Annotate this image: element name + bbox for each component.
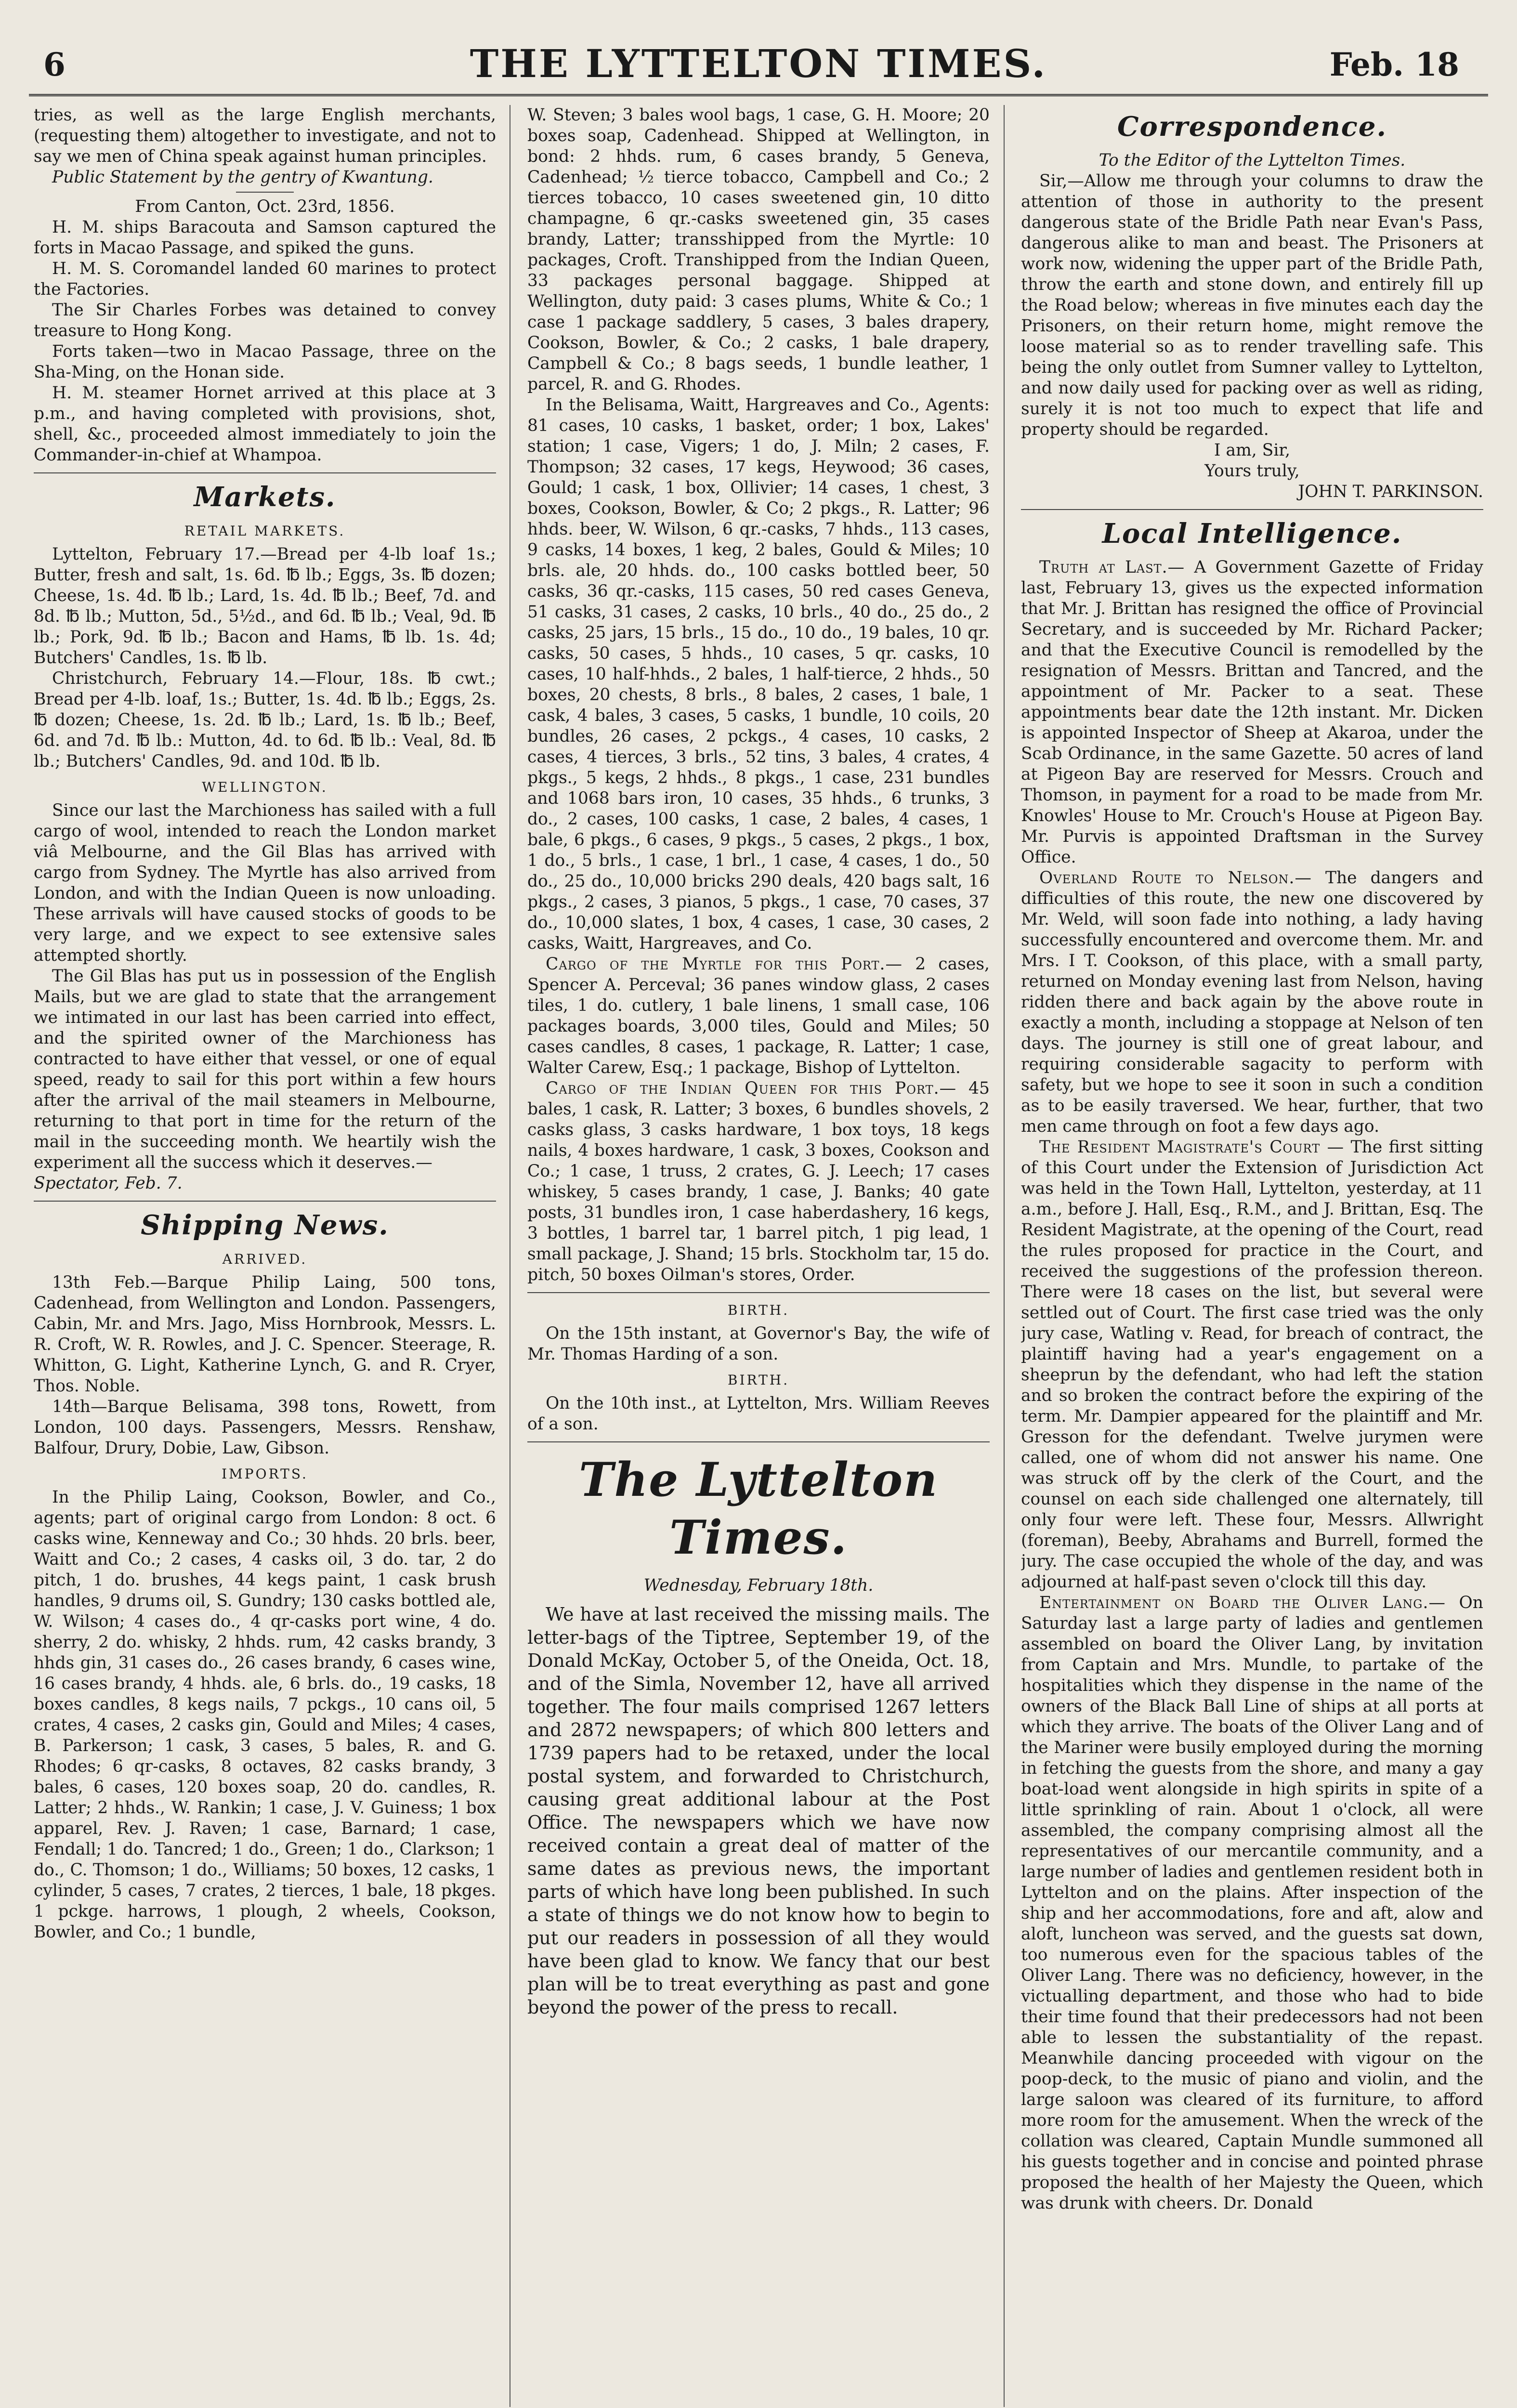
- local-intelligence-heading: Local Intelligence.: [1102, 518, 1402, 550]
- letter-body: Sir,—Allow me through your columns to draw the attention of those in authority to the present dangerous state of the Bridle Path near Evan's Pass, dangerous alike to man and beast. The Prisoners at work now, widening the upper part of the Bridle Path, throw the earth and stone down, and entirely fill up the Road below; whereas in five minutes each day the Prisoners, on their return home, might remove the loose material so as to render travelling safe. This being the only outlet from Sumner valley to Lyttelton, and now daily used for packing over as well as riding, surely it is not too much to expect that life and property should be regarded.: [1021, 171, 1483, 439]
- shipping-news-heading: Shipping News.: [141, 1209, 389, 1241]
- letter-signature: JOHN T. PARKINSON.: [1298, 482, 1483, 501]
- myrtle-cargo-heading: Cargo of the Myrtle for this Port.—: [546, 955, 903, 974]
- masthead-rule: [29, 94, 1488, 96]
- column-2: [527, 105, 990, 2407]
- canton-item: H. M. S. Coromandel landed 60 marines to protect the Factories.: [34, 259, 496, 299]
- retail-markets-heading: RETAIL MARKETS.: [184, 523, 346, 539]
- column-1: [34, 105, 496, 2407]
- markets-heading: Markets.: [194, 481, 336, 513]
- imports-heading: IMPORTS.: [222, 1466, 308, 1482]
- item-body: The first sitting of this Court under the Extension of Jurisdiction Act was held in the Town Hall, Lyttelton, yesterday, at 11 a.m., before J. Hall, Esq., R.M., and J. Brittan, Esq. The Resident Magistrate, at the opening of the Court, read the rules proposed for practice in the Court, and received the suggestions of the profession thereon. There were 18 cases on the list, but several were settled out of Court. The first case tried was the only jury case, Watling v. Read, for breach of contract, the plaintiff having had a year's engagement on a sheeprun by the defendant, who had left the station and so broken the contract before the expiring of the term. Mr. Dampier appeared for the plaintiff and Mr. Gresson for the defendant. Twelve jurymen were called, one of whom did not answer his name. One was struck off by the clerk of the Court, and the counsel on each side challenged one alternately, till only four were left. These four, Messrs. Allwright (foreman), Beeby, Abrahams and Burrell, formed the jury. The case occupied the whole of the day, and was adjourned at half-past seven o'clock till this day.: [1021, 1138, 1483, 1592]
- myrtle-cargo: 2 cases, Spencer A. Perceval; 36 panes window glass, 2 cases tiles, 1 do. cutlery, 1 bale linens, 1 small case, 106 packages boards, 3,000 tiles, Gould and Miles; 50 cases candles, 8 cases, 1 package, R. Latter; 1 case, Walter Carew, Esq.; 1 package, Bishop of Lyttelton.: [527, 955, 990, 1077]
- editorial-date: Wednesday, February 18th.: [643, 1576, 874, 1595]
- divider: [1021, 509, 1483, 510]
- belisama-cargo: In the Belisama, Waitt, Hargreaves and Co., Agents: 81 cases, 10 casks, 1 basket, order; 1 box, Lakes' station; 1 case, Vigers; 1 do, J. Miln; 2 cases, F. Thompson; 32 cases, 17 kegs, Heywood; 36 cases, Gould; 1 cask, 1 box, Ollivier; 14 cases, 1 chest, 3 boxes, Cookson, Bowler, & Co; 2 pkgs., R. Latter; 96 hhds. beer, W. Wilson, 6 qr.-casks, 7 hhds., 113 cases, 9 casks, 14 boxes, 1 keg, 2 bales, Gould & Miles; 10 brls. ale, 20 hhds. do., 100 casks bottled beer, 50 casks, 36 qr.-casks, 115 cases, 50 red cases Geneva, 51 casks, 31 cases, 2 casks, 10 brls., 40 do., 25 do., 2 casks, 25 jars, 15 brls., 15 do., 10 do., 19 bales, 10 qr. casks, 50 cases, 5 hhds., 10 cases, 5 qr. casks, 10 cases, 10 half-hhds., 2 bales, 1 half-tierce, 2 hhds., 50 boxes, 20 chests, 8 brls., 8 bales, 2 cases, 1 bale, 1 cask, 4 bales, 3 cases, 5 casks, 1 bundle, 10 coils, 20 bundles, 26 cases, 2 pckgs., 4 cases, 10 casks, 2 cases, 4 tierces, 3 brls., 52 tins, 3 bales, 4 crates, 4 pkgs., 5 kegs, 2 hhds., 8 pkgs., 1 case, 231 bundles and 1068 bars iron, 10 cases, 35 hhds., 6 trunks, 3 do., 2 cases, 100 casks, 1 case, 2 bales, 4 cases, 1 bale, 6 pkgs., 6 cases, 9 pkgs., 5 cases, 2 pkgs., 1 box, 1 do., 5 brls., 1 case, 1 brl., 1 case, 4 cases, 1 do., 50 do., 25 do., 10,000 bricks 290 deals, 420 bags salt, 16 pkgs., 2 cases, 3 pianos, 5 pkgs., 1 case, 70 cases, 37 do., 10,000 slates, 1 box, 4 cases, 1 case, 30 cases, 2 casks, Waitt, Hargreaves, and Co.: [527, 395, 990, 953]
- letter-addressee: To the Editor of the Lyttelton Times.: [1099, 151, 1406, 170]
- item-heading: Truth at Last.—: [1039, 558, 1185, 577]
- canton-item: H. M. steamer Hornet arrived at this place at 3 p.m., and having completed with provisions, shot, shell, &c., proceeded almost immediately to join the Commander-in-chief at Whampoa.: [34, 383, 496, 465]
- birth-heading: BIRTH.: [727, 1302, 790, 1318]
- canton-item: The Sir Charles Forbes was detained to convey treasure to Hong Kong.: [34, 301, 496, 340]
- letter-closing: Yours truly,: [1204, 461, 1300, 481]
- divider: [236, 192, 294, 193]
- arrived-heading: ARRIVED.: [222, 1251, 308, 1267]
- indian-queen-cargo-heading: Cargo of the Indian Queen for this Port.—: [546, 1079, 957, 1098]
- editorial-masthead: The Lyttelton Times.: [579, 1453, 938, 1565]
- wellington-heading: WELLINGTON.: [202, 779, 328, 795]
- editorial-paragraph: We have at last received the missing mails. The letter-bags of the Tiptree, September 19, of the Donald McKay, October 5, of the Oneida, Oct. 18, and of the Simla, November 12, have all arrived together. The four mails comprised 1267 letters and 2872 newspapers; of which 800 letters and 1739 papers had to be retaxed, under the local postal system, and forwarded to Christchurch, causing great additional labour at the Post Office. The newspapers which we have now received contain a great deal of matter of the same dates as previous news, the important parts of which have long been published. In such a state of things we do not know how to begin to put our readers in possession of all they would have been glad to know. We fancy that our best plan will be to treat everything as past and gone beyond the power of the press to recall.: [527, 1604, 990, 2018]
- newspaper-title: THE LYTTELTON TIMES.: [470, 41, 1047, 86]
- canton-item: Forts taken—two in Macao Passage, three on the Sha-Ming, on the Honan side.: [34, 342, 496, 382]
- wellington-paragraph: The Gil Blas has put us in possession of the English Mails, but we are glad to state that the arrangement we intimated in our last has been carried into effect, and the spirited owner of the Marchioness has contracted to have either that vessel, or one of equal speed, ready to sail for this port within a few hours after the arrival of the mail steamers in Melbourne, returning to that port in time for the return of the mail in the succeeding month. We heartily wish the experiment all the success which it deserves.—: [34, 967, 496, 1172]
- column-separator: [1004, 105, 1005, 2407]
- divider: [34, 472, 496, 473]
- canton-item: H. M. ships Baracouta and Samson captured the forts in Macao Passage, and spiked the guns.: [34, 218, 496, 258]
- imports-paragraph: In the Philip Laing, Cookson, Bowler, and Co., agents; part of original cargo from London: 8 oct. 6 casks wine, Kenneway and Co.; 30 hhds. 20 brls. beer, Waitt and Co.; 2 cases, 4 casks oil, 3 do. tar, 2 do pitch, 1 do. brushes, 44 kegs paint, 1 cask brush handles, 9 drums oil, S. Gundry; 130 casks bottled ale, W. Wilson; 4 cases do., 4 qr-casks port wine, 4 do. sherry, 2 do. whisky, 2 hhds. rum, 42 casks brandy, 3 hhds gin, 31 cases do., 26 cases brandy, 6 cases wine, 16 cases brandy, 4 hhds. ale, 6 brls. do., 19 casks, 18 boxes candles, 8 kegs nails, 7 pckgs., 10 cans oil, 5 crates, 4 cases, 2 casks gin, Gould and Miles; 4 cases, B. Parkerson; 1 cask, 3 cases, 5 bales, R. and G. Rhodes; 6 qr-casks, 8 octaves, 82 casks brandy, 3 bales, 6 cases, 120 boxes soap, 20 do. candles, R. Latter; 2 hhds., W. Rankin; 1 case, J. V. Guiness; 1 box apparel, Rev. J. Raven; 1 case, Barnard; 1 case, Fendall; 1 do. Tancred; 1 do., Green; 1 do., Clarkson; 1 do., C. Thomson; 1 do., Williams; 50 boxes, 12 casks, 1 cylinder, 5 cases, 7 crates, 2 tierces, 1 bale, 18 pkges. 1 pckge. harrows, 1 plough, 2 wheels, Cookson, Bowler, and Co.; 1 bundle,: [34, 1488, 496, 1942]
- christchurch-prices: Christchurch, February 14.—Flour, 18s. ℔ cwt.; Bread per 4-lb. loaf, 1s.; Butter, 1s. 4d. ℔ lb.; Eggs, 2s. ℔ dozen; Cheese, 1s. 2d. ℔ lb.; Lard, 1s. ℔ lb.; Beef, 6d. and 7d. ℔ lb.: Mutton, 4d. to 6d. ℔ lb.: Veal, 8d. ℔ lb.; Butchers' Candles, 9d. and 10d. ℔ lb.: [34, 669, 496, 771]
- item-heading: Entertainment on Board the Oliver Lang.—: [1039, 1593, 1446, 1612]
- imports-continued: W. Steven; 3 bales wool bags, 1 case, G. H. Moore; 20 boxes soap, Cadenhead. Shipped at Wellington, in bond: 2 hhds. rum, 6 cases brandy, 5 Geneva, Cadenhead; ½ tierce tobacco, Campbell and Co.; 2 tierces tobacco, 10 cases sweetened gin, 10 ditto champagne, 6 qr.-casks sweetened gin, 35 cases brandy, Latter; transshipped from the Myrtle: 10 packages, Croft. Transhipped from the Indian Queen, 33 packages personal baggage. Shipped at Wellington, duty paid: 3 cases plums, White & Co.; 1 case 1 package saddlery, 5 cases, 3 bales drapery, Cookson, Bowler, & Co.; 2 casks, 1 bale drapery, Campbell & Co.; 8 bags seeds, 1 bundle leather, 1 parcel, R. and G. Rhodes.: [527, 105, 990, 394]
- item-heading: The Resident Magistrate's Court —: [1039, 1138, 1345, 1157]
- arrival-item: 14th—Barque Belisama, 398 tons, Rowett, from London, 100 days. Passengers, Messrs. Renshaw, Balfour, Drury, Dobie, Law, Gibson.: [34, 1397, 496, 1458]
- issue-date: Feb. 18: [1329, 46, 1459, 83]
- indian-queen-cargo: 45 bales, 1 cask, R. Latter; 3 boxes, 6 bundles shovels, 2 casks glass, 3 casks hardware, 1 box toys, 18 kegs nails, 4 boxes hardware, 1 cask, 3 boxes, Cookson and Co.; 1 case, 1 truss, 2 crates, G. J. Leech; 17 cases whiskey, 5 cases brandy, 1 case, J. Banks; 40 gate posts, 31 bundles iron, 1 case haberdashery, 16 kegs, 3 bottles, 1 barrel tar, 1 barrel pitch, 1 pig lead, 1 small package, J. Shand; 15 brls. Stockholm tar, 15 do. pitch, 50 boxes Oilman's stores, Order.: [527, 1079, 990, 1284]
- divider: [527, 1441, 990, 1442]
- arrival-item: 13th Feb.—Barque Philip Laing, 500 tons, Cadenhead, from Wellington and London. Passengers, Cabin, Mr. and Mrs. Jago, Miss Hornbrook, Messrs. L. R. Croft, W. R. Rowles, and J. C. Spencer. Steerage, R. Whitton, G. Light, Katherine Lynch, G. and R. Cryer, Thos. Noble.: [34, 1273, 496, 1396]
- birth-heading: BIRTH.: [727, 1372, 790, 1388]
- page-number: 6: [43, 46, 65, 83]
- item-body: The dangers and difficulties of this route, the new one discovered by Mr. Weld, will soon fade into nothing, a lady having successfully encountered and overcome them. Mr. and Mrs. I T. Cookson, of this place, with a small party, returned on Monday evening last from Nelson, having ridden there and back again by the above route in exactly a month, including a stoppage at Nelson of ten days. The journey is still one of great labour, and requiring considerable sagacity to perform with safety, but we hope to see it soon in such a condition as to be easily traversed. We hear, further, that two men came through on foot a few days ago.: [1021, 868, 1483, 1136]
- item-body: On Saturday last a large party of ladies and gentlemen assembled on board the Oliver Lang, by invitation from Captain and Mrs. Mundle, to partake of the hospitalities which they dispense in the name of the owners of the Black Ball Line of ships at all ports at which they arrive. The boats of the Oliver Lang and of the Mariner were busily employed during the morning in fetching the guests from the shore, and many a gay boat-load went alongside in high spirits in spite of a little sprinkling of rain. About 1 o'clock, all were assembled, the company comprising almost all the representatives of our mercantile community, and a large number of ladies and gentlemen resident both in Lyttelton and on the plains. After inspection of the ship and her accommodations, fore and aft, alow and aloft, luncheon was served, and the guests sat down, too numerous even for the spacious tables of the Oliver Lang. There was no deficiency, however, in the victualling department, and those who had to bide their time found that their predecessors had not been able to lessen the substantiality of the repast. Meanwhile dancing proceeded with vigour on the poop-deck, to the music of piano and violin, and the large saloon was cleared of its furniture, to afford more room for the amusement. When the wreck of the collation was cleared, Captain Mundle summoned all his guests together and in concise and pointed phrase proposed the health of her Majesty the Queen, which was drunk with cheers. Dr. Donald: [1021, 1593, 1483, 2213]
- wellington-paragraph: Since our last the Marchioness has sailed with a full cargo of wool, intended to reach the London market viâ Melbourne, and the Gil Blas has arrived with cargo from Sydney. The Myrtle has also arrived from London, and with the Indian Queen is now unloading. These arrivals will have caused stocks of goods to be very large, and we expect to see extensive sales attempted shortly.: [34, 801, 496, 965]
- china-signature: Public Statement by the gentry of Kwantung.: [52, 168, 433, 187]
- lyttelton-prices: Lyttelton, February 17.—Bread per 4-lb loaf 1s.; Butter, fresh and salt, 1s. 6d. ℔ lb.; Eggs, 3s. ℔ dozen; Cheese, 1s. 4d. ℔ lb.; Lard, 1s. 4d. ℔ lb.; Beef, 7d. and 8d. ℔ lb.; Mutton, 5d., 5½d., and 6d. ℔ lb.; Veal, 9d. ℔ lb.; Pork, 9d. ℔ lb.; Bacon and Hams, ℔ lb. 1s. 4d; Butchers' Candles, 1s. ℔ lb.: [34, 545, 496, 667]
- divider: [527, 1292, 990, 1293]
- item-body: A Government Gazette of Friday last, February 13, gives us the expected information that Mr. J. Brittan has resigned the office of Provincial Secretary, and is succeeded by Mr. Richard Packer; and that the Executive Council is remodelled by the resignation of Messrs. Brittan and Tancred, and the appointment of Mr. Packer to a seat. These appointments bear date the 12th instant. Mr. Dicken is appointed Inspector of Sheep at Akaroa, under the Scab Ordinance, in the same Gazette. 50 acres of land at Pigeon Bay are reserved for Messrs. Crouch and Thomson, in payment for a road to be made from Mr. Knowles' House to Mr. Crouch's House at Pigeon Bay. Mr. Purvis is appointed Draftsman in the Survey Office.: [1021, 558, 1483, 867]
- china-paragraph: tries, as well as the large English merchants, (requesting them) altogether to investigate, and not to say we men of China speak against human principles.: [34, 105, 496, 166]
- item-heading: Overland Route to Nelson.—: [1039, 868, 1312, 888]
- divider: [34, 1201, 496, 1202]
- canton-dateline: From Canton, Oct. 23rd, 1856.: [135, 197, 395, 216]
- birth-notice: On the 15th instant, at Governor's Bay, the wife of Mr. Thomas Harding of a son.: [527, 1324, 990, 1364]
- wellington-signature: Spectator, Feb. 7.: [34, 1174, 183, 1193]
- letter-closing: I am, Sir,: [1214, 441, 1291, 460]
- column-3: [1021, 105, 1483, 2407]
- birth-notice: On the 10th inst., at Lyttelton, Mrs. William Reeves of a son.: [527, 1394, 990, 1434]
- correspondence-heading: Correspondence.: [1117, 111, 1387, 143]
